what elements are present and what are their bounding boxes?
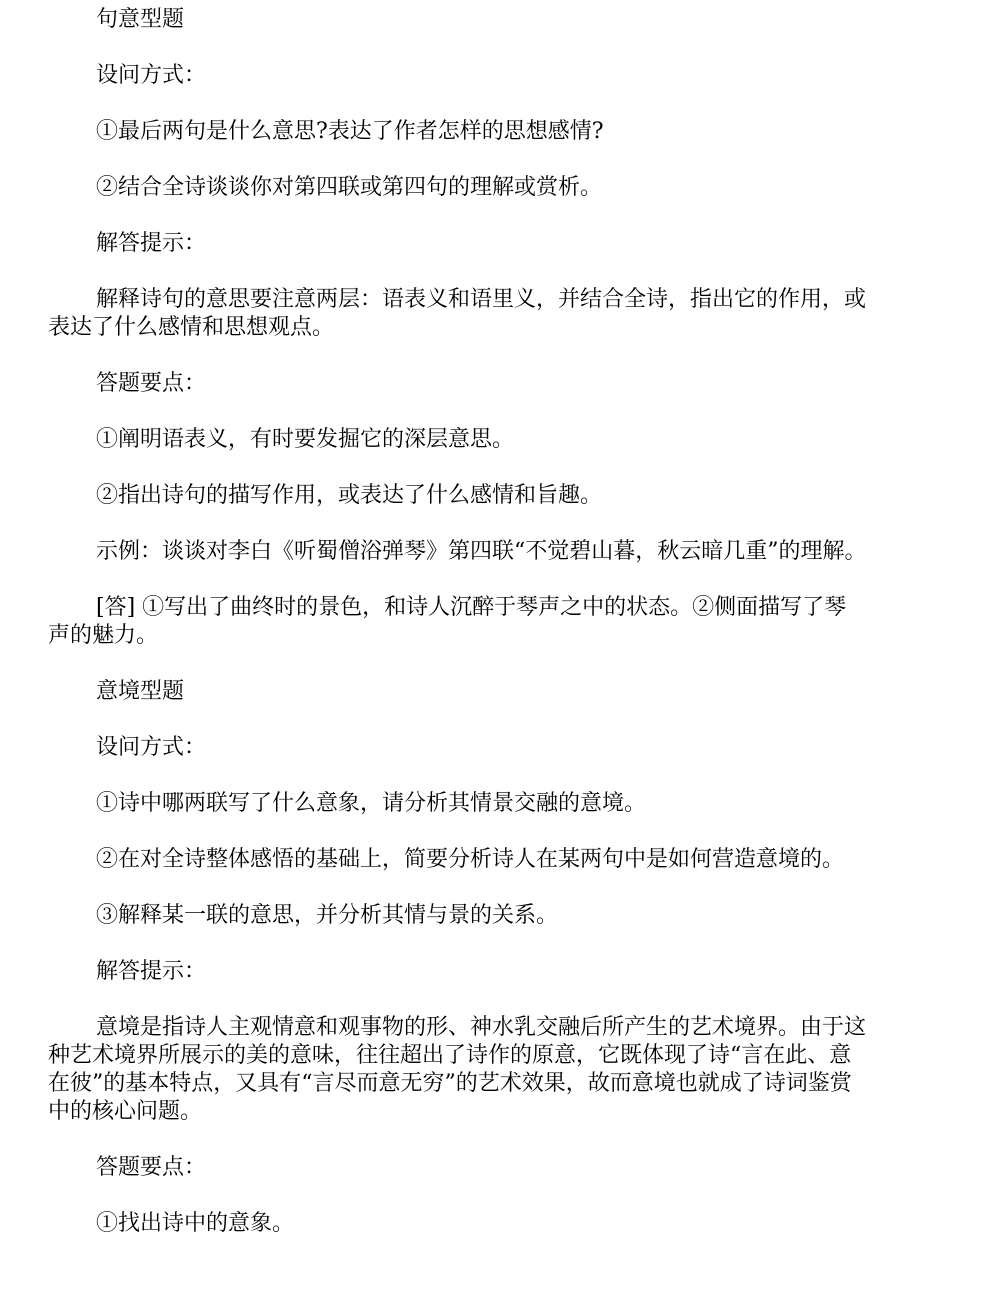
answer-hint-label-2: 解答提示： [96,959,207,984]
question-format-item-2-3: ③解释某一联的意思，并分析其情与景的关系。 [96,903,559,928]
question-format-item-2: ②结合全诗谈谈你对第四联或第四句的理解或赏析。 [96,175,603,200]
answer-points-label: 答题要点： [96,371,207,396]
question-format-item-1: ①最后两句是什么意思?表达了作者怎样的思想感情? [96,119,604,144]
question-format-item-2-2: ②在对全诗整体感悟的基础上，简要分析诗人在某两句中是如何营造意境的。 [96,847,845,872]
question-format-item-2-1: ①诗中哪两联写了什么意象，请分析其情景交融的意境。 [96,791,647,816]
document-page [48,6,868,1266]
answer-point-2-1: ①找出诗中的意象。 [96,1211,295,1236]
section-heading-sentence-meaning: 句意型题 [96,7,185,32]
example-question: 示例：谈谈对李白《听蜀僧浴弹琴》第四联“不觉碧山暮，秋云暗几重”的理解。 [96,539,867,564]
example-answer: [答] ①写出了曲终时的景色，和诗人沉醉于琴声之中的状态。②侧面描写了琴声的魅力。 [48,595,847,648]
answer-hint-text: 解释诗句的意思要注意两层：语表义和语里义，并结合全诗，指出它的作用，或表达了什么感情和思想观点。 [48,287,867,340]
question-format-label-2: 设问方式： [96,735,207,760]
question-format-label: 设问方式： [96,63,207,88]
section-heading-artistic-conception: 意境型题 [96,679,185,704]
answer-point-2: ②指出诗句的描写作用，或表达了什么感情和旨趣。 [96,483,603,508]
answer-point-1: ①阐明语表义，有时要发掘它的深层意思。 [96,427,515,452]
answer-hint-label: 解答提示： [96,231,207,256]
answer-points-label-2: 答题要点： [96,1155,207,1180]
answer-hint-text-2: 意境是指诗人主观情意和观事物的形、神水乳交融后所产生的艺术境界。由于这种艺术境界所展示的美的意味，往往超出了诗作的原意，它既体现了诗“言在此、意在彼”的基本特点，又具有“言尽而意无穷”的艺术效果，故而意境也就成了诗词鉴赏中的核心问题。 [48,1015,867,1124]
